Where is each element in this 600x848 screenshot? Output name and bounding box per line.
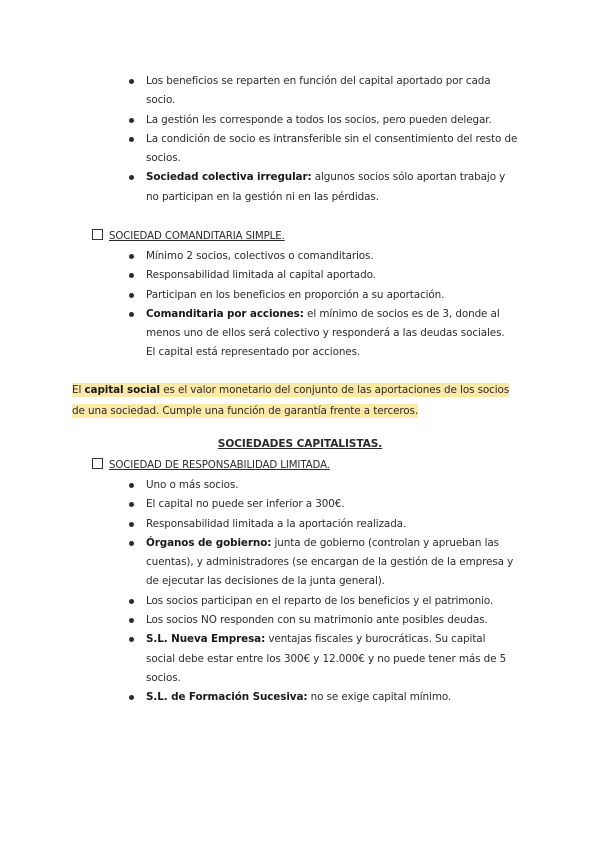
srl-heading: SOCIEDAD DE RESPONSABILIDAD LIMITADA. xyxy=(92,456,330,475)
highlighted-text: El capital social es el valor monetario del conjunto de las aportaciones de los socios de una sociedad. Cumple una función de garantía frente a terceros. xyxy=(72,384,510,417)
colectiva-list xyxy=(0,72,600,207)
comanditaria-heading: SOCIEDAD COMANDITARIA SIMPLE. xyxy=(92,227,285,246)
list-item: Los socios NO responden con su matrimonio ante posibles deudas. xyxy=(0,611,600,630)
list-item: S.L. de Formación Sucesiva: no se exige capital mínimo. xyxy=(0,688,600,707)
list-item: La gestión les corresponde a todos los socios, pero pueden delegar. xyxy=(0,111,600,130)
list-item: Responsabilidad limitada a la aportación realizada. xyxy=(0,515,600,534)
term-bold: Sociedad colectiva irregular: xyxy=(146,171,312,184)
list-item: Participan en los beneficios en proporción a su aportación. xyxy=(0,286,600,305)
list-item: Sociedad colectiva irregular: algunos socios sólo aportan trabajo y no participan en la gestión ni en las pérdidas. xyxy=(0,168,600,207)
checkbox-icon xyxy=(92,458,103,469)
srl-list xyxy=(0,476,600,708)
list-item: Los beneficios se reparten en función del capital aportado por cada socio. xyxy=(0,72,600,111)
term-bold: capital social xyxy=(84,384,161,396)
term-bold: S.L. Nueva Empresa: xyxy=(146,633,266,646)
term-bold: S.L. de Formación Sucesiva: xyxy=(146,691,308,704)
list-item: Los socios participan en el reparto de los beneficios y el patrimonio. xyxy=(0,592,600,611)
list-item: Órganos de gobierno: junta de gobierno (controlan y aprueban las cuentas), y administradores (se encargan de la gestión de la empresa y de ejecutar las decisiones de la junta general). xyxy=(0,534,600,592)
list-item: Responsabilidad limitada al capital aportado. xyxy=(0,266,600,285)
list-item: Uno o más socios. xyxy=(0,476,600,495)
checkbox-icon xyxy=(92,229,103,240)
list-item: S.L. Nueva Empresa: ventajas fiscales y burocráticas. Su capital social debe estar entre los 300€ y 12.000€ y no puede tener más de 5 socios. xyxy=(0,630,600,688)
section-title: SOCIEDADES CAPITALISTAS. xyxy=(217,438,383,450)
term-bold: Órganos de gobierno: xyxy=(146,536,272,549)
comanditaria-list xyxy=(0,247,600,363)
list-item: Mínimo 2 socios, colectivos o comanditarios. xyxy=(0,247,600,266)
list-item: La condición de socio es intransferible sin el consentimiento del resto de socios. xyxy=(0,130,600,169)
term-bold: Comanditaria por acciones: xyxy=(146,307,304,320)
list-item: El capital no puede ser inferior a 300€. xyxy=(0,495,600,514)
list-item: Comanditaria por acciones: el mínimo de socios es de 3, donde al menos uno de ellos será colectivo y responderá a las deudas sociales. El capital está representado por acciones. xyxy=(0,305,600,363)
capital-social-definition xyxy=(72,380,512,422)
